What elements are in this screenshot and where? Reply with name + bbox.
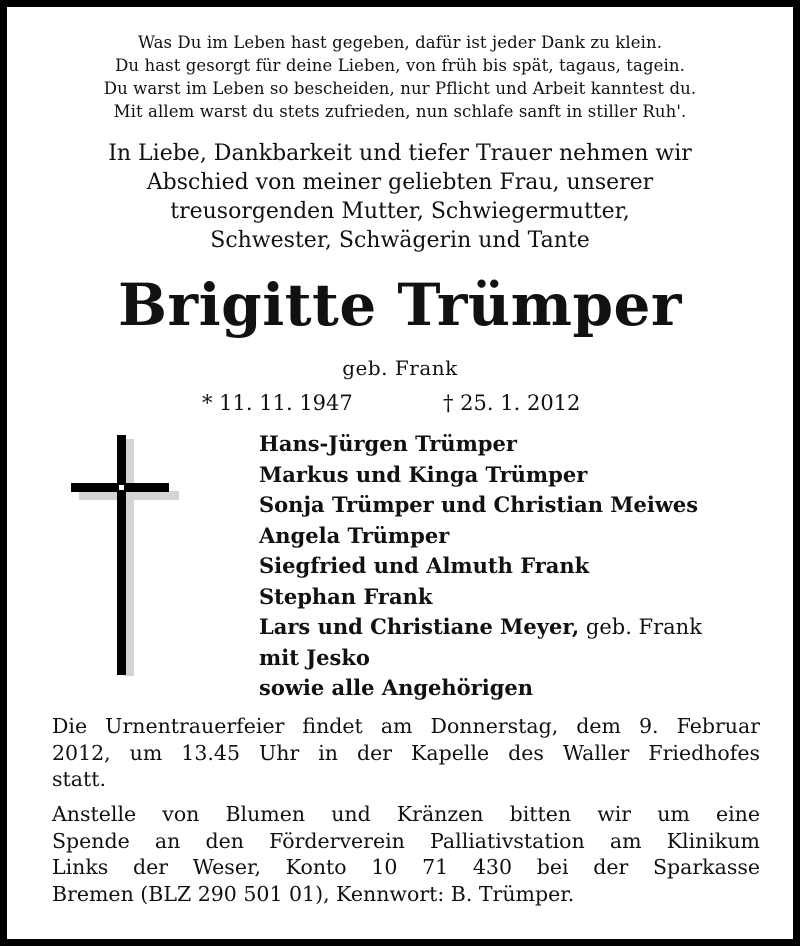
- donation-line: Spende an den Förderverein Palliativstation am Klinikum: [52, 828, 760, 853]
- ceremony-line: statt.: [52, 767, 106, 791]
- ceremony-line: Die Urnentrauerfeier findet am Donnerstag, dem 9. Februar: [52, 714, 760, 738]
- donation-line: Bremen (BLZ 290 501 01), Kennwort: B. Trümper.: [52, 881, 575, 906]
- intro-line: Abschied von meiner geliebten Frau, unserer: [146, 170, 654, 195]
- mourner-name: sowie alle Angehörigen: [259, 675, 534, 700]
- poem-line: Du warst im Leben so bescheiden, nur Pflicht und Arbeit kanntest du.: [103, 79, 697, 98]
- mourner-line: [259, 612, 702, 643]
- mourner-name: Stephan Frank: [259, 583, 433, 609]
- mourner-line: [259, 582, 702, 613]
- mourner-name: Hans-Jürgen Trümper: [259, 431, 517, 456]
- poem-line: Du hast gesorgt für deine Lieben, von früh bis spät, tagaus, tagein.: [115, 56, 685, 75]
- birth-date: * 11. 11. 1947: [202, 391, 353, 415]
- mourner-maiden-note: geb. Frank: [579, 615, 702, 639]
- mourner-name: mit Jesko: [259, 644, 370, 670]
- mourner-line: [259, 429, 702, 460]
- donation-line: Anstelle von Blumen und Kränzen bitten wir um eine: [52, 802, 760, 826]
- obituary-notice: [7, 7, 793, 939]
- mourner-line: [259, 521, 702, 552]
- intro-line: In Liebe, Dankbarkeit und tiefer Trauer nehmen wir: [108, 141, 692, 166]
- mourner-line: [259, 643, 702, 674]
- deceased-name: Brigitte Trümper: [118, 271, 682, 339]
- death-date: † 25. 1. 2012: [443, 391, 581, 415]
- ceremony-info: [52, 713, 760, 793]
- mourner-name: Markus und Kinga Trümper: [259, 461, 588, 487]
- poem-line: Mit allem warst du stets zufrieden, nun schlafe sanft in stiller Ruh'.: [113, 102, 687, 121]
- mourner-line: [259, 551, 702, 582]
- memorial-poem: [7, 31, 793, 123]
- mourner-name: Siegfried und Almuth Frank: [259, 553, 590, 578]
- ceremony-line: 2012, um 13.45 Uhr in der Kapelle des Waller Friedhofes: [52, 740, 760, 765]
- mourners-list: [259, 429, 702, 704]
- poem-line: Was Du im Leben hast gegeben, dafür ist jeder Dank zu klein.: [137, 33, 663, 52]
- maiden-name: geb. Frank: [342, 356, 458, 380]
- intro-line: Schwester, Schwägerin und Tante: [210, 228, 590, 253]
- intro-line: treusorgenden Mutter, Schwiegermutter,: [170, 199, 630, 224]
- mourner-line: [259, 460, 702, 491]
- donation-info: [52, 801, 760, 907]
- cross-icon: [69, 435, 179, 680]
- mourner-line: [259, 673, 702, 704]
- intro-text: [7, 139, 793, 255]
- mourner-name: Lars und Christiane Meyer,: [259, 614, 580, 639]
- mourner-name: Angela Trümper: [259, 522, 450, 548]
- mourner-line: [259, 490, 702, 521]
- donation-line: Links der Weser, Konto 10 71 430 bei der Sparkasse: [52, 855, 760, 879]
- mourner-name: Sonja Trümper und Christian Meiwes: [259, 492, 699, 517]
